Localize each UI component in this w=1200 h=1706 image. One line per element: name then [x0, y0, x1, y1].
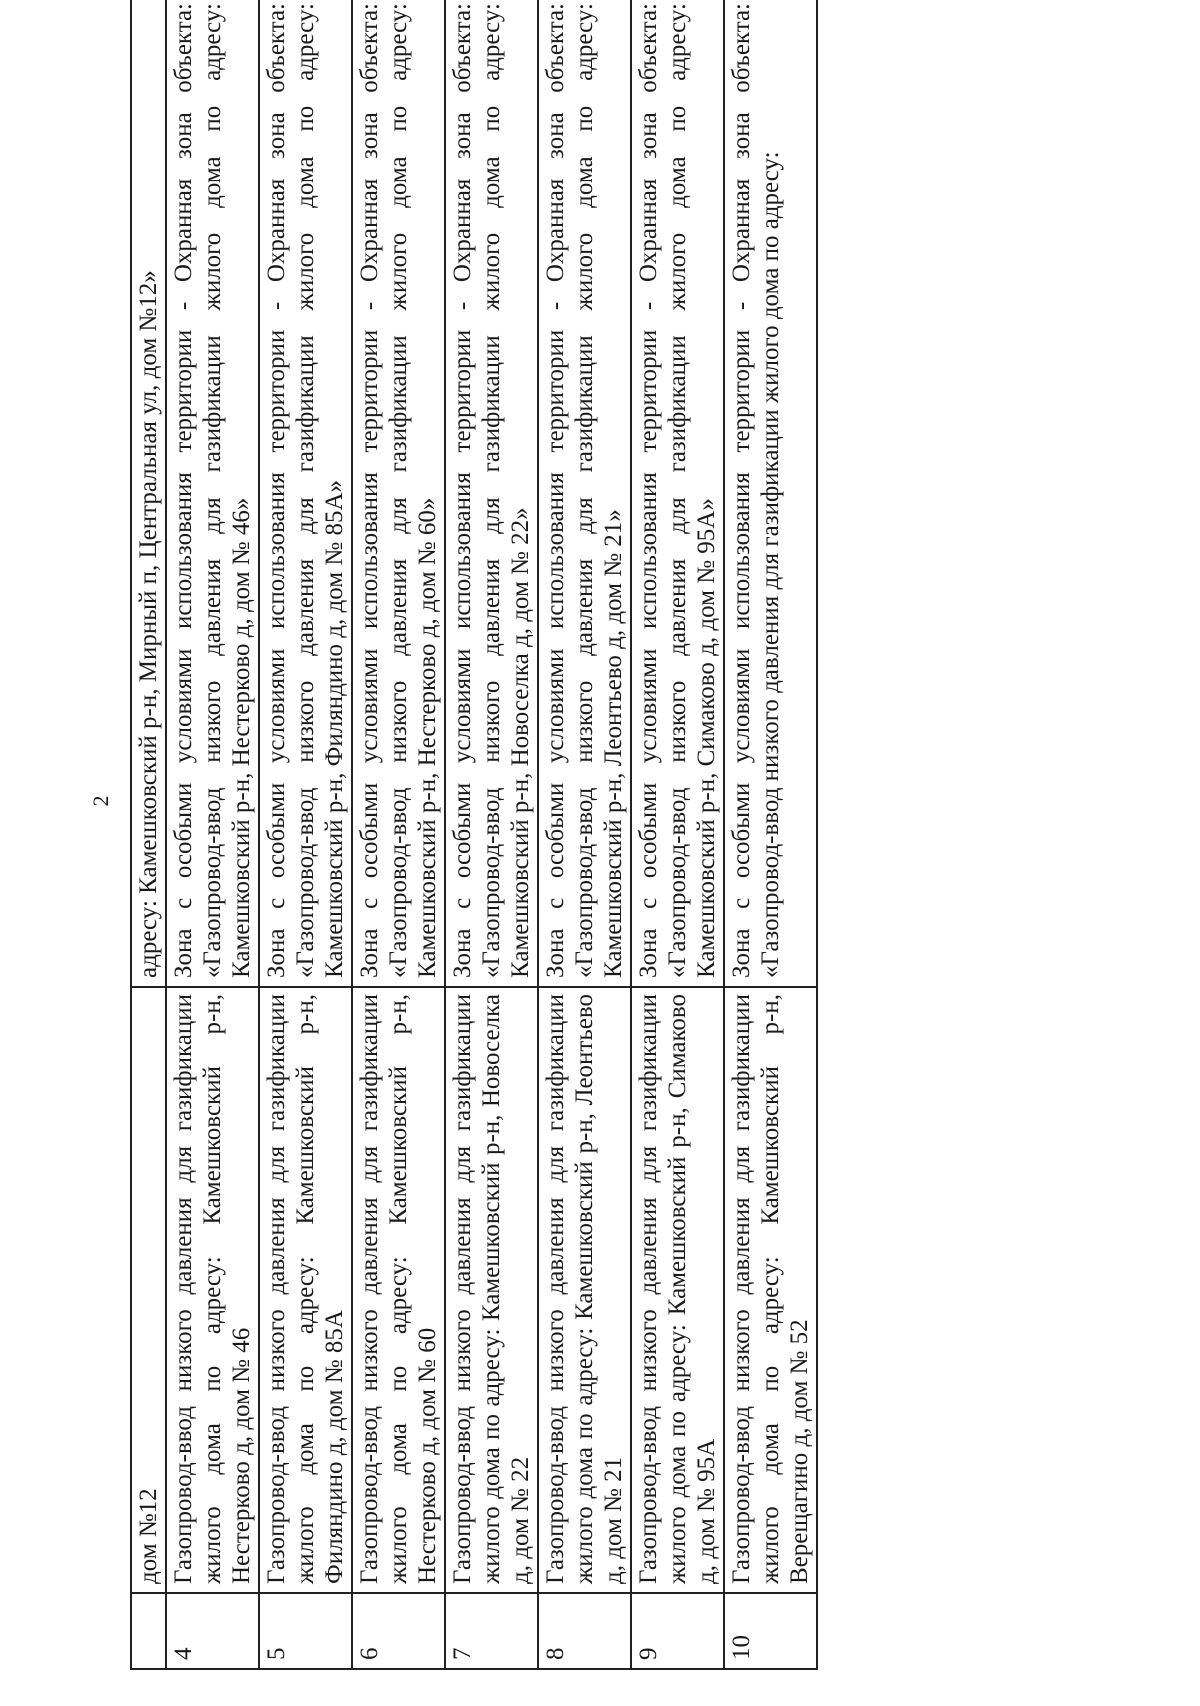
table-row — [445, 0, 538, 1669]
table-row — [352, 0, 445, 1669]
table-row-continued — [131, 0, 166, 1669]
zones-table — [130, 0, 818, 1670]
row-number-cell: 5 — [259, 1593, 352, 1669]
row-number-cell: 9 — [631, 1593, 724, 1669]
object-cell: Газопровод-ввод низкого давления для газификации жилого дома по адресу: Камешковский р-н, Симаково д, дом № 95А — [631, 987, 724, 1593]
row-number-cell: 8 — [538, 1593, 631, 1669]
object-cell: дом №12 — [131, 987, 166, 1593]
zone-cell: Зона с особыми условиями использования территории - Охранная зона объекта: «Газопровод-ввод низкого давления для газификации жилого дома по адресу: — [724, 0, 817, 987]
zone-cell: адресу: Камешковский р-н, Мирный п, Центральная ул, дом №12» — [131, 0, 166, 987]
row-number-cell: 6 — [352, 1593, 445, 1669]
object-cell: Газопровод-ввод низкого давления для газификации жилого дома по адресу: Камешковский р-н, Нестерково д, дом № 60 — [352, 987, 445, 1593]
zone-cell: Зона с особыми условиями использования территории - Охранная зона объекта: «Газопровод-ввод низкого давления для газификации жилого дома по адресу: Камешковский р-н, Нестерково д, дом № 60» — [352, 0, 445, 987]
table-row — [259, 0, 352, 1669]
object-cell: Газопровод-ввод низкого давления для газификации жилого дома по адресу: Камешковский р-н, Филяндино д, дом № 85А — [259, 987, 352, 1593]
rotated-table-wrapper — [130, 3, 1080, 1670]
zone-cell: Зона с особыми условиями использования территории - Охранная зона объекта: «Газопровод-ввод низкого давления для газификации жилого дома по адресу: Камешковский р-н, Нестерково д, дом № 46» — [166, 0, 259, 987]
row-number-cell: 10 — [724, 1593, 817, 1669]
zone-cell: Зона с особыми условиями использования территории - Охранная зона объекта: «Газопровод-ввод низкого давления для газификации жилого дома по адресу: Камешковский р-н, Новоселка д, дом № 22» — [445, 0, 538, 987]
table-row — [538, 0, 631, 1669]
table-row — [631, 0, 724, 1669]
zone-cell: Зона с особыми условиями использования территории - Охранная зона объекта: «Газопровод-ввод низкого давления для газификации жилого дома по адресу: Камешковский р-н, Леонтьево д, дом № 21» — [538, 0, 631, 987]
zone-cell: Зона с особыми условиями использования территории - Охранная зона объекта: «Газопровод-ввод низкого давления для газификации жилого дома по адресу: Камешковский р-н, Филяндино д, дом № 85А» — [259, 0, 352, 987]
page-number: 2 — [88, 795, 113, 807]
table-row — [724, 0, 817, 1669]
row-number-cell — [131, 1593, 166, 1669]
object-cell: Газопровод-ввод низкого давления для газификации жилого дома по адресу: Камешковский р-н, Нестерково д, дом № 46 — [166, 987, 259, 1593]
zone-cell: Зона с особыми условиями использования территории - Охранная зона объекта: «Газопровод-ввод низкого давления для газификации жилого дома по адресу: Камешковский р-н, Симаково д, дом № 95А» — [631, 0, 724, 987]
object-cell: Газопровод-ввод низкого давления для газификации жилого дома по адресу: Камешковский р-н, Верещагино д, дом № 52 — [724, 987, 817, 1593]
object-cell: Газопровод-ввод низкого давления для газификации жилого дома по адресу: Камешковский р-н, Новоселка д, дом № 22 — [445, 987, 538, 1593]
row-number-cell: 4 — [166, 1593, 259, 1669]
object-cell: Газопровод-ввод низкого давления для газификации жилого дома по адресу: Камешковский р-н, Леонтьево д, дом № 21 — [538, 987, 631, 1593]
table-row — [166, 0, 259, 1669]
row-number-cell: 7 — [445, 1593, 538, 1669]
